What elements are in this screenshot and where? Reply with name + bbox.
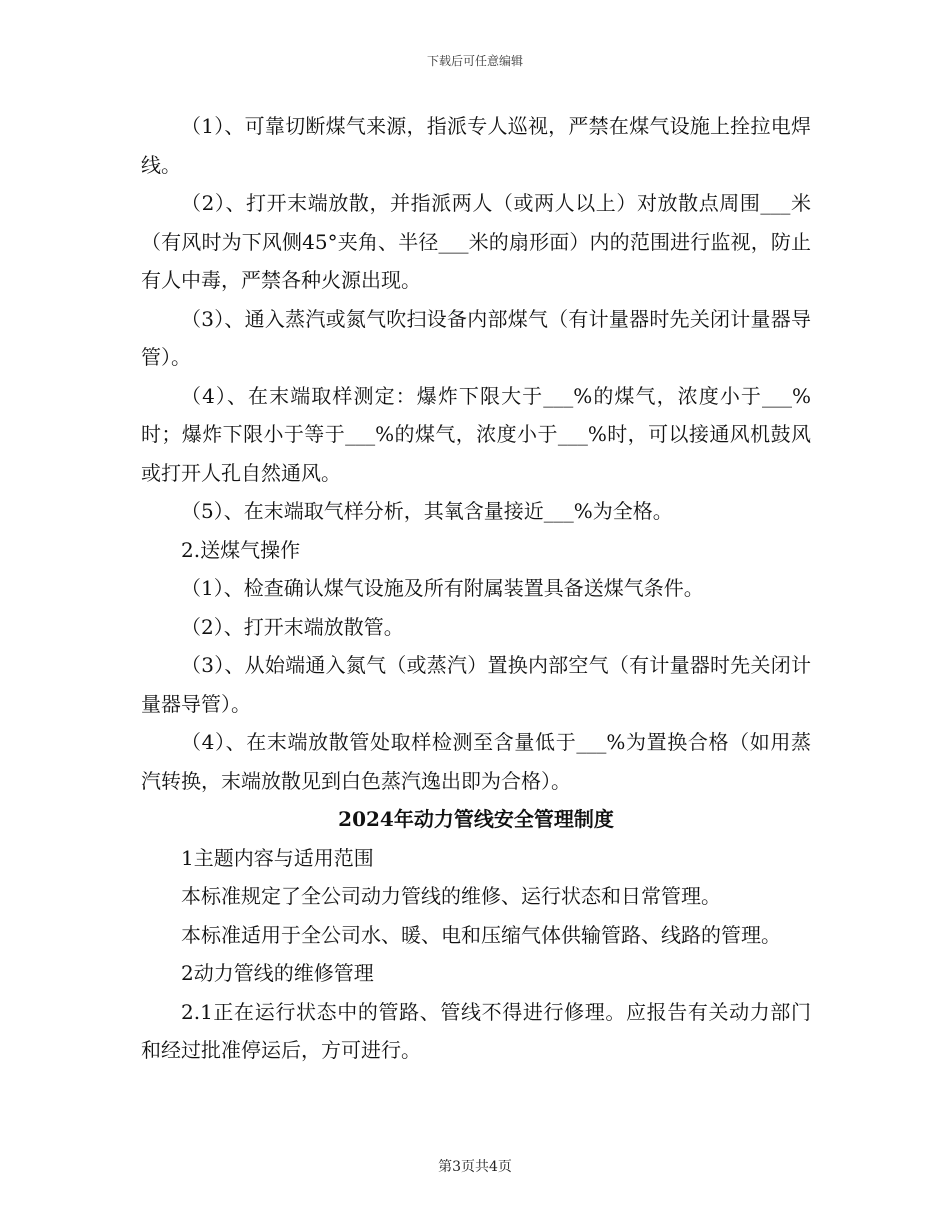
page-number: 第3页共4页	[438, 1159, 512, 1175]
subheading: 2动力管线的维修管理	[181, 961, 374, 985]
paragraph: （3）、通入蒸汽或氮气吹扫设备内部煤气（有计量器时先关闭计量器导管）。	[141, 306, 811, 369]
paragraph: （3）、从始端通入氮气（或蒸汽）置换内部空气（有计量器时先关闭计量器导管）。	[141, 653, 811, 716]
paragraph: 本标准适用于全公司水、暖、电和压缩气体供输管路、线路的管理。	[181, 922, 781, 947]
paragraph: （1）、可靠切断煤气来源，指派专人巡视，严禁在煤气设施上拴拉电焊线。	[141, 114, 811, 177]
page-header: 下载后可任意编辑	[426, 54, 523, 68]
paragraph: （5）、在末端取气样分析，其氧含量接近___%为全格。	[181, 499, 673, 523]
paragraph: （1）、检查确认煤气设施及所有附属装置具备送煤气条件。	[181, 576, 704, 600]
paragraph: 2.1正在运行状态中的管路、管线不得进行修理。应报告有关动力部门和经过批准停运后，方可进行。	[141, 999, 811, 1062]
document-body	[141, 107, 811, 1070]
paragraph: （4）、在末端取样测定：爆炸下限大于___%的煤气，浓度小于___%时；爆炸下限小于等于___%的煤气，浓度小于___%时，可以接通风机鼓风或打开人孔自然通风。	[141, 383, 811, 485]
paragraph: （4）、在末端放散管处取样检测至含量低于___%为置换合格（如用蒸汽转换，末端放散见到白色蒸汽逸出即为合格）。	[141, 730, 811, 793]
subheading: 1主题内容与适用范围	[181, 845, 374, 870]
section-title: 2024年动力管线安全管理制度	[338, 807, 614, 831]
subheading: 2.送煤气操作	[181, 537, 301, 562]
paragraph: 本标准规定了全公司动力管线的维修、运行状态和日常管理。	[181, 884, 721, 908]
paragraph: （2）、打开末端放散管。	[181, 614, 404, 639]
paragraph: （2）、打开末端放散，并指派两人（或两人以上）对放散点周围___米（有风时为下风侧45°夹角、半径___米的扇形面）内的范围进行监视，防止有人中毒，严禁各种火源出现。	[141, 191, 811, 292]
